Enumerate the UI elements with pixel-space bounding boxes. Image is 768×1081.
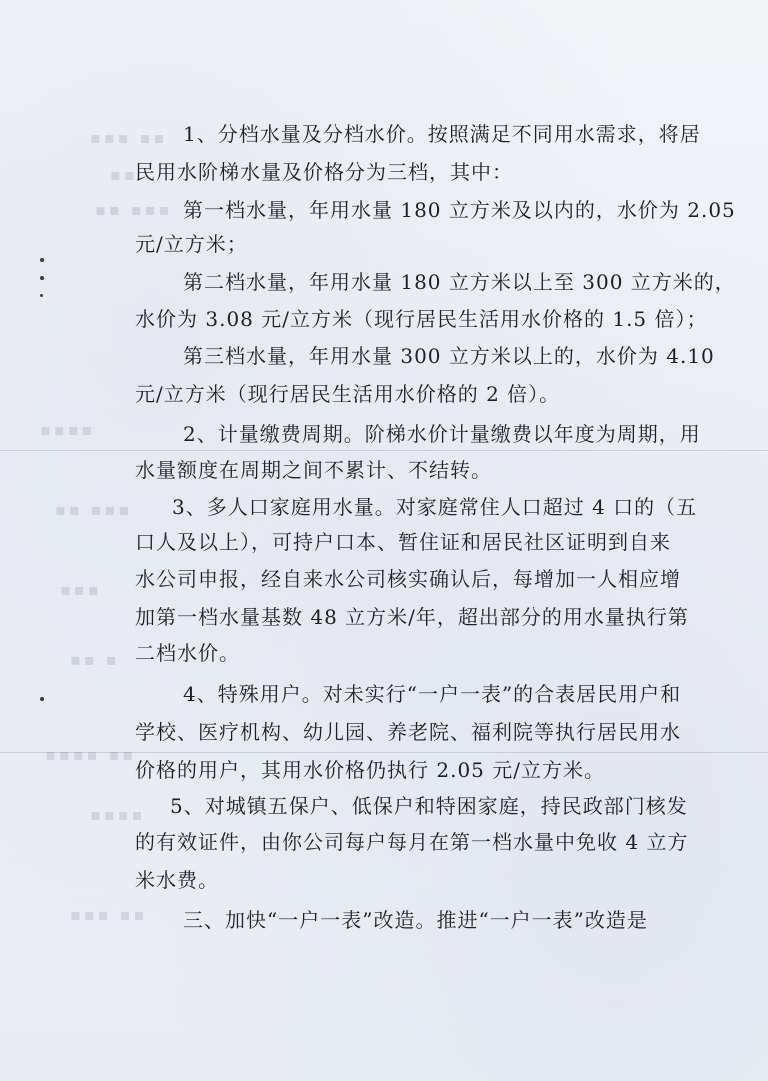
text-line: 二档水价。 [135, 641, 240, 665]
text-line: 2、计量缴费周期。阶梯水价计量缴费以年度为周期，用 [183, 422, 701, 446]
punch-mark [40, 276, 44, 280]
text-line: 水量额度在周期之间不累计、不结转。 [135, 458, 492, 482]
text-line: 第二档水量，年用水量 180 立方米以上至 300 立方米的， [183, 270, 736, 294]
fold-line [0, 450, 768, 451]
text-line: 价格的用户，其用水价格仍执行 2.05 元/立方米。 [135, 758, 605, 782]
bleed-through-text: ▪▪▪ [60, 580, 102, 599]
punch-mark [40, 258, 44, 262]
text-line: 4、特殊用户。对未实行“一户一表”的合表居民用户和 [183, 682, 682, 706]
text-line: 水公司申报，经自来水公司核实确认后，每增加一人相应增 [135, 567, 681, 591]
text-line: 的有效证件，由你公司每户每月在第一档水量中免收 4 立方 [135, 830, 689, 854]
text-line: 第三档水量，年用水量 300 立方米以上的，水价为 4.10 [183, 344, 715, 368]
bleed-through-text: ▪▪ ▪▪▪ [55, 500, 133, 519]
text-line: 3、多人口家庭用水量。对家庭常住人口超过 4 口的（五 [172, 495, 698, 519]
text-line: 学校、医疗机构、幼儿园、养老院、福利院等执行居民用水 [135, 720, 681, 744]
bleed-through-text: ▪▪ ▪ [70, 650, 120, 669]
punch-mark [40, 294, 43, 297]
bleed-through-text: ▪▪▪ ▪▪ [70, 905, 148, 924]
text-line: 5、对城镇五保户、低保户和特困家庭，持民政部门核发 [170, 794, 688, 818]
bleed-through-text: ▪▪ ▪▪▪ [95, 200, 173, 219]
text-line: 米水费。 [135, 868, 219, 892]
bleed-through-text: ▪▪▪▪ [90, 805, 146, 824]
punch-mark [40, 697, 44, 701]
text-line: 三、加快“一户一表”改造。推进“一户一表”改造是 [183, 908, 648, 932]
text-line: 元/立方米； [135, 232, 248, 256]
text-line: 民用水阶梯水量及价格分为三档，其中： [135, 160, 513, 184]
text-line: 口人及以上），可持户口本、暂住证和居民社区证明到自来 [135, 530, 671, 554]
bleed-through-text: ▪▪ [110, 165, 138, 184]
text-line: 水价为 3.08 元/立方米（现行居民生活用水价格的 1.5 倍）； [135, 307, 708, 331]
bleed-through-text: ▪▪▪▪ [40, 420, 96, 439]
text-line: 加第一档水量基数 48 立方米/年，超出部分的用水量执行第 [135, 605, 689, 629]
text-line: 第一档水量，年用水量 180 立方米及以内的，水价为 2.05 [183, 198, 736, 222]
text-line: 元/立方米（现行居民生活用水价格的 2 倍）。 [135, 382, 561, 406]
bleed-through-text: ▪▪▪ ▪▪ [90, 128, 168, 147]
text-line: 1、分档水量及分档水价。按照满足不同用水需求，将居 [183, 122, 701, 146]
bleed-through-text: ▪▪▪▪ ▪▪ [45, 745, 137, 764]
